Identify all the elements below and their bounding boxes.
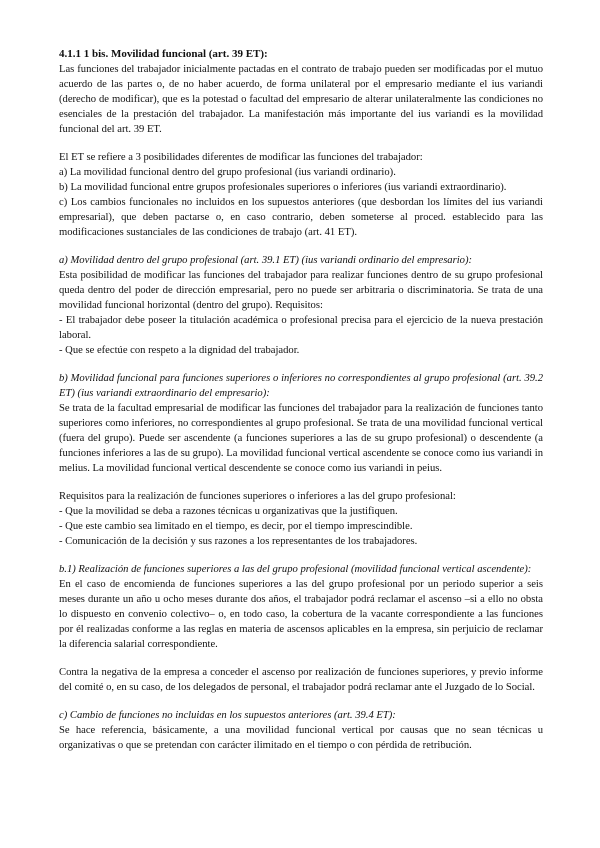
section-b-title: b) Movilidad funcional para funciones superiores o inferiores no correspondientes al grupo profesional (art. 39.2 ET) (ius variandi extraordinario del empresario):: [59, 373, 543, 399]
document-page: [59, 47, 543, 753]
section-b1-body: En el caso de encomienda de funciones superiores a las del grupo profesional por un periodo superior a seis meses durante un año u ocho meses durante dos años, el trabajador podrá reclamar el ascenso –si a ello no obsta lo dispuesto en convenio colectivo– o, en todo caso, la cobertura de la vacante correspondiente a las funciones por él realizadas conforme a las reglas en materia de ascensos aplicables en la empresa, sin perjuicio de reclamar la diferencia salarial correspondiente.: [59, 579, 543, 650]
possibilities-lead: El ET se refiere a 3 posibilidades diferentes de modificar las funciones del trabajador:: [59, 152, 423, 163]
section-b-requirement: - Comunicación de la decisión y sus razones a los representantes de los trabajadores.: [59, 536, 418, 547]
section-c-body: Se hace referencia, básicamente, a una movilidad funcional vertical por causas que no sean técnicas u organizativas o que se pretendan con carácter ilimitado en el tiempo o con pérdida de retribución.: [59, 725, 543, 751]
section-b1-body: Contra la negativa de la empresa a conceder el ascenso por realización de funciones superiores, y previo informe del comité o, en su caso, de los delegados de personal, el trabajador podrá reclamar ante el Juzgado de lo Social.: [59, 667, 543, 693]
section-c-title: c) Cambio de funciones no incluidas en los supuestos anteriores (art. 39.4 ET):: [59, 710, 396, 721]
section-a-requirement: - El trabajador debe poseer la titulación académica o profesional precisa para el ejercicio de la nueva prestación laboral.: [59, 315, 543, 341]
section-b-requirements-lead: Requisitos para la realización de funciones superiores o inferiores a las del grupo profesional:: [59, 491, 456, 502]
section-b1-title: b.1) Realización de funciones superiores a las del grupo profesional (movilidad funcional vertical ascendente):: [59, 564, 532, 575]
section-a-body: Esta posibilidad de modificar las funciones del trabajador para realizar funciones dentro de su grupo profesional queda dentro del poder de dirección empresarial, pero no puede ser arbitraria o discriminatoria. Se trata de una movilidad funcional horizontal (dentro del grupo). Requisitos:: [59, 270, 543, 311]
section-a-title: a) Movilidad dentro del grupo profesional (art. 39.1 ET) (ius variandi ordinario del empresario):: [59, 255, 473, 266]
possibility-a: a) La movilidad funcional dentro del grupo profesional (ius variandi ordinario).: [59, 167, 396, 178]
possibility-c: c) Los cambios funcionales no incluidos en los supuestos anteriores (que desbordan los límites del ius variandi empresarial), que deben pactarse o, en caso contrario, deben someterse al proced. establecido para las modificaciones sustanciales de las condiciones de trabajo (art. 41 ET).: [59, 197, 543, 238]
section-b-body: Se trata de la facultad empresarial de modificar las funciones del trabajador para la realización de funciones tanto superiores como inferiores, no correspondientes al grupo profesional. Se trata de una movilidad funcional vertical (fuera del grupo). Puede ser ascendente (a funciones superiores a las de su grupo profesional) o descendente (a funciones inferiores a las de su grupo). La movilidad funcional vertical ascendente se conoce como ius variandi in melius. La movilidad funcional vertical descendente se conoce como ius variandi in peius.: [59, 403, 543, 474]
section-heading: 4.1.1 1 bis. Movilidad funcional (art. 39 ET):: [59, 48, 268, 60]
section-a-requirement: - Que se efectúe con respeto a la dignidad del trabajador.: [59, 345, 300, 356]
section-b-requirement: - Que este cambio sea limitado en el tiempo, es decir, por el tiempo imprescindible.: [59, 521, 413, 532]
intro-paragraph: Las funciones del trabajador inicialmente pactadas en el contrato de trabajo pueden ser modificadas por el mutuo acuerdo de las partes o, de no haber acuerdo, de forma unilateral por el empresario mediante el ius variandi (derecho de modificar), que es la potestad o facultad del empresario de alterar unilateralmente las condiciones no esenciales de la prestación del trabajador. La manifestación más importante del ius variandi es la movilidad funcional del art. 39 ET.: [59, 64, 543, 135]
section-b-requirement: - Que la movilidad se deba a razones técnicas u organizativas que la justifiquen.: [59, 506, 398, 517]
possibility-b: b) La movilidad funcional entre grupos profesionales superiores o inferiores (ius variandi extraordinario).: [59, 182, 507, 193]
